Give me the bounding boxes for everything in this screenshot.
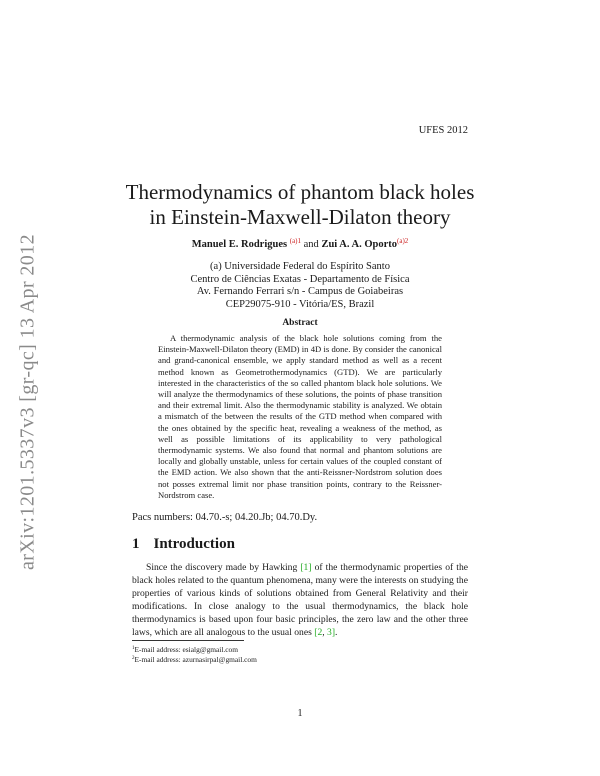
title-line: Thermodynamics of phantom black holes bbox=[125, 180, 475, 204]
author-name: Manuel E. Rodrigues bbox=[191, 239, 288, 250]
arxiv-identifier: arXiv:1201.5337v3 [gr-qc] 13 Apr 2012 bbox=[16, 233, 39, 571]
paper-title bbox=[100, 180, 500, 230]
intro-text: . bbox=[335, 627, 338, 638]
report-tag: UFES 2012 bbox=[418, 125, 468, 136]
affiliation-block bbox=[100, 261, 500, 311]
footnote-text: E-mail address: esialg@gmail.com bbox=[134, 645, 238, 654]
footnote-text: E-mail address: azurnasirpal@gmail.com bbox=[134, 655, 257, 664]
citation-link[interactable]: [2 bbox=[314, 627, 323, 638]
arxiv-side-label bbox=[8, 212, 48, 592]
affiliation-line: Centro de Ciências Exatas - Departamento de Física bbox=[190, 273, 410, 285]
citation-link[interactable]: 3] bbox=[327, 627, 336, 638]
author-conjunction: and bbox=[303, 239, 319, 250]
intro-text: of the thermodynamic properties of the black holes related to the quantum phenomena, many were the interests on studying the properties of various kinds of solutions obtained from General Relativity and their modifications. In close analogy to the usual thermodynamics, the black hole thermodynamics is based upon four basic principles, the zero law and the other three laws, which are all analogous to the usual ones bbox=[132, 562, 468, 638]
section-number: 1 bbox=[132, 536, 140, 552]
footnote-rule bbox=[132, 640, 244, 641]
title-line: in Einstein-Maxwell-Dilaton theory bbox=[149, 205, 451, 229]
footnote-mark: 2 bbox=[132, 656, 135, 661]
author-affiliation-link[interactable]: (a)2 bbox=[397, 237, 409, 245]
footnote-mark: 1 bbox=[132, 646, 135, 651]
abstract-text: A thermodynamic analysis of the black hole solutions coming from the Einstein-Maxwell-Dilaton theory (EMD) in 4D is done. By consider the canonical and grand-canonical ensemble, we apply standard method as well as a recent method known as Geometrothermodynamics (GTD). We are particularly interested in the characteristics of the so called phantom black hole solutions. We will analyze the thermodynamics of these solutions, the points of phase transition and their extremal limit. Also the thermodynamic stability is analyzed. We obtain a mismatch of the between the results of the GTD method when compared with the ones obtained by the specific heat, revealing a weakness of the method, as well as possible limitations of its applicability to very pathological thermodynamic systems. We also found that normal and phantom solutions are locally and globally unstable, unless for certain values of the coupled constant of the EMD action. We also shown that the anti-Reissner-Nordstrom solution does not posses extremal limit nor phase transition points, contrary to the Reissner-Nordstrom case. bbox=[158, 333, 442, 500]
section-title: Introduction bbox=[153, 536, 235, 552]
page-number: 1 bbox=[297, 708, 303, 719]
footnote bbox=[132, 644, 238, 654]
author-affiliation-link[interactable]: (a)1 bbox=[289, 237, 302, 245]
affiliation-line: CEP29075-910 - Vitória/ES, Brazil bbox=[225, 298, 375, 310]
intro-text: Since the discovery made by Hawking bbox=[146, 562, 301, 573]
author-name: Zui A. A. Oporto bbox=[321, 239, 397, 250]
intro-text: , bbox=[322, 627, 328, 638]
affiliation-line: Av. Fernando Ferrari s/n - Campus de Goiabeiras bbox=[196, 286, 404, 297]
footnote bbox=[132, 654, 257, 664]
citation-link[interactable]: [1] bbox=[300, 562, 312, 573]
pacs-numbers: Pacs numbers: 04.70.-s; 04.20.Jb; 04.70.Dy. bbox=[132, 512, 318, 523]
author-list bbox=[100, 237, 500, 250]
abstract-heading: Abstract bbox=[282, 318, 318, 328]
intro-paragraph bbox=[132, 561, 468, 639]
affiliation-line: (a) Universidade Federal do Espírito Santo bbox=[210, 261, 390, 272]
section-heading bbox=[132, 536, 235, 553]
